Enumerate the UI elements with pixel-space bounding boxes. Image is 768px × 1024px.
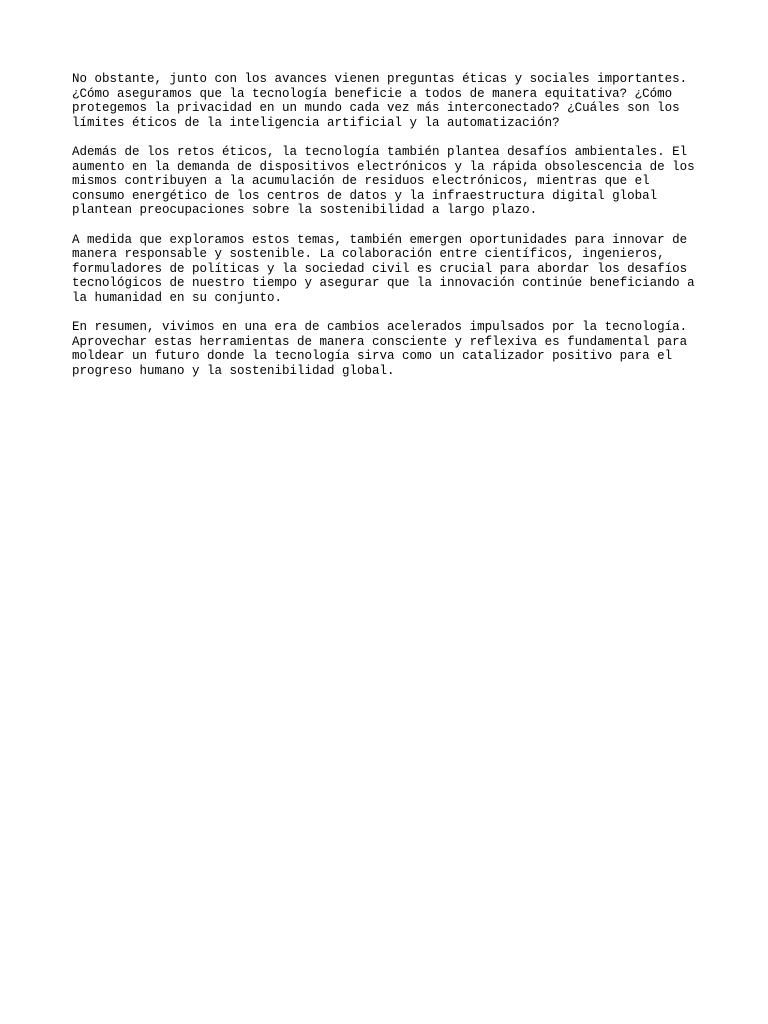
paragraph-responsible-innovation: A medida que exploramos estos temas, también emergen oportunidades para innovar de manera responsable y sostenible. La colaboración entre científicos, ingenieros, formuladores de políticas y la sociedad civil es crucial para abordar los desafíos tecnológicos de nuestro tiempo y asegurar que la innovación continúe beneficiando a la humanidad en su conjunto. [72, 232, 695, 305]
paragraph-summary: En resumen, vivimos en una era de cambios acelerados impulsados por la tecnología. Aprovechar estas herramientas de manera consciente y reflexiva es fundamental para moldear un futuro donde la tecnología sirva como un catalizador positivo para el progreso humano y la sostenibilidad global. [72, 320, 688, 378]
paragraph-environmental-challenges: Además de los retos éticos, la tecnología también plantea desafíos ambientales. El aumento en la demanda de dispositivos electrónicos y la rápida obsolescencia de los mismos contribuyen a la acumulación de residuos electrónicos, mientras que el consumo energético de los centros de datos y la infraestructura digital global plantean preocupaciones sobre la sostenibilidad a largo plazo. [72, 144, 695, 218]
paragraph-ethical-questions: No obstante, junto con los avances vienen preguntas éticas y sociales importantes. ¿Cómo aseguramos que la tecnología beneficie a todos de manera equitativa? ¿Cómo protegemos la privacidad en un mundo cada vez más interconectado? ¿Cuáles son los límites éticos de la inteligencia artificial y la automatización? [72, 72, 688, 130]
document-page [72, 72, 712, 393]
